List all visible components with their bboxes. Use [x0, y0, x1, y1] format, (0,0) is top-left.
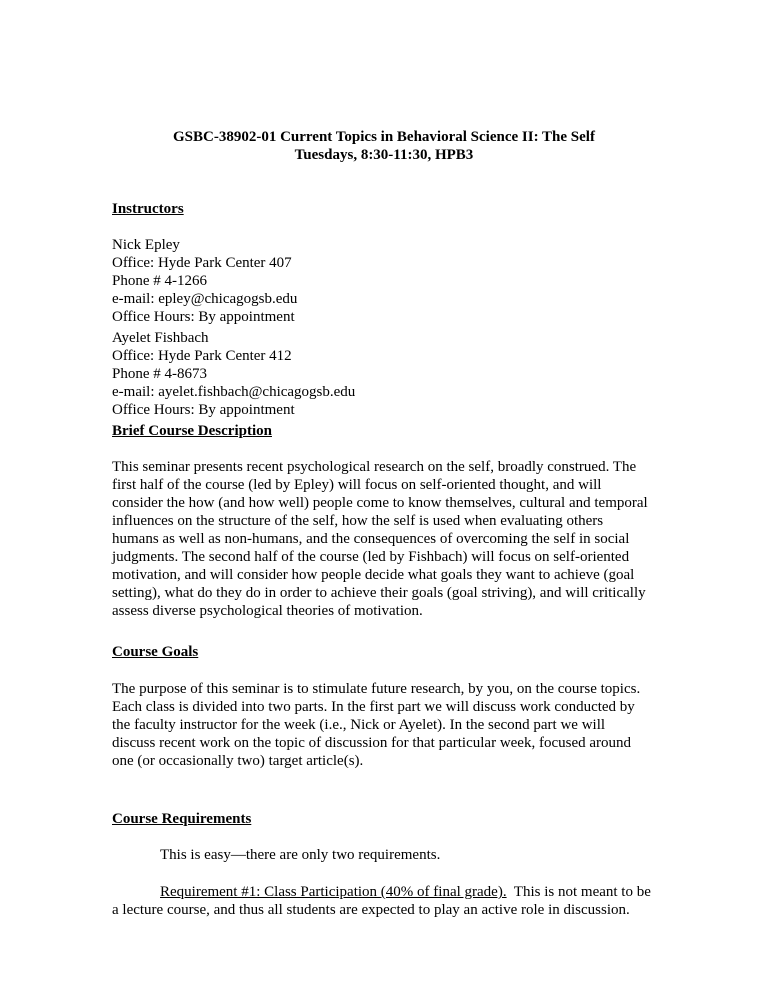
instructor-email: e-mail: ayelet.fishbach@chicagogsb.edu: [112, 384, 356, 400]
instructor-hours: Office Hours: By appointment: [112, 402, 295, 418]
paragraph-line: assess diverse psychological theories of motivation.: [112, 603, 423, 619]
course-title: GSBC-38902-01 Current Topics in Behavioral Science II: The Self: [173, 129, 595, 145]
paragraph-line: The purpose of this seminar is to stimulate future research, by you, on the course topics.: [112, 681, 641, 697]
paragraph-line: judgments. The second half of the course (led by Fishbach) will focus on self-oriented: [112, 549, 630, 565]
paragraph-line: the faculty instructor for the week (i.e., Nick or Ayelet). In the second part we will: [112, 717, 606, 733]
requirement-1-text: This is not meant to be: [506, 884, 651, 900]
paragraph-line: motivation, and will consider how people decide what goals they want to achieve (goal: [112, 567, 635, 583]
requirement-1-second-line: a lecture course, and thus all students are expected to play an active role in discussion.: [112, 902, 630, 918]
course-schedule: Tuesdays, 8:30-11:30, HPB3: [294, 147, 474, 163]
instructor-name: Ayelet Fishbach: [112, 330, 209, 346]
requirements-heading: Course Requirements: [112, 811, 252, 827]
paragraph-line: one (or occasionally two) target article(s).: [112, 753, 364, 769]
goals-paragraph: [112, 680, 640, 770]
instructor-hours: Office Hours: By appointment: [112, 309, 295, 325]
instructor-phone: Phone # 4-8673: [112, 366, 207, 382]
instructor-name: Nick Epley: [112, 237, 180, 253]
goals-heading: Course Goals: [112, 644, 199, 660]
requirement-1-label: Requirement #1: Class Participation (40% of final grade).: [160, 884, 507, 900]
paragraph-line: humans as well as non-humans, and the consequences of overcoming the self in social: [112, 531, 630, 547]
requirements-intro: This is easy—there are only two requirements.: [160, 847, 441, 863]
instructor-fishbach: [112, 329, 355, 419]
document-header: [0, 128, 768, 164]
instructor-phone: Phone # 4-1266: [112, 273, 207, 289]
paragraph-line: consider the how (and how well) people come to know themselves, cultural and temporal: [112, 495, 648, 511]
description-heading: Brief Course Description: [112, 423, 272, 439]
instructors-heading: Instructors: [112, 201, 184, 217]
requirement-1-paragraph: [112, 883, 651, 919]
paragraph-line: setting), what do they do in order to achieve their goals (goal striving), and will critically: [112, 585, 646, 601]
instructor-email: e-mail: epley@chicagogsb.edu: [112, 291, 298, 307]
instructor-office: Office: Hyde Park Center 407: [112, 255, 292, 271]
paragraph-line: Each class is divided into two parts. In the first part we will discuss work conducted by: [112, 699, 635, 715]
paragraph-line: This seminar presents recent psychological research on the self, broadly construed. The: [112, 459, 637, 475]
paragraph-line: influences on the structure of the self, how the self is used when evaluating others: [112, 513, 604, 529]
instructor-epley: [112, 236, 297, 326]
description-paragraph: [112, 458, 648, 620]
paragraph-line: first half of the course (led by Epley) will focus on self-oriented thought, and will: [112, 477, 602, 493]
instructor-office: Office: Hyde Park Center 412: [112, 348, 292, 364]
paragraph-line: discuss recent work on the topic of discussion for that particular week, focused around: [112, 735, 632, 751]
requirement-1-first-line: [112, 883, 651, 901]
